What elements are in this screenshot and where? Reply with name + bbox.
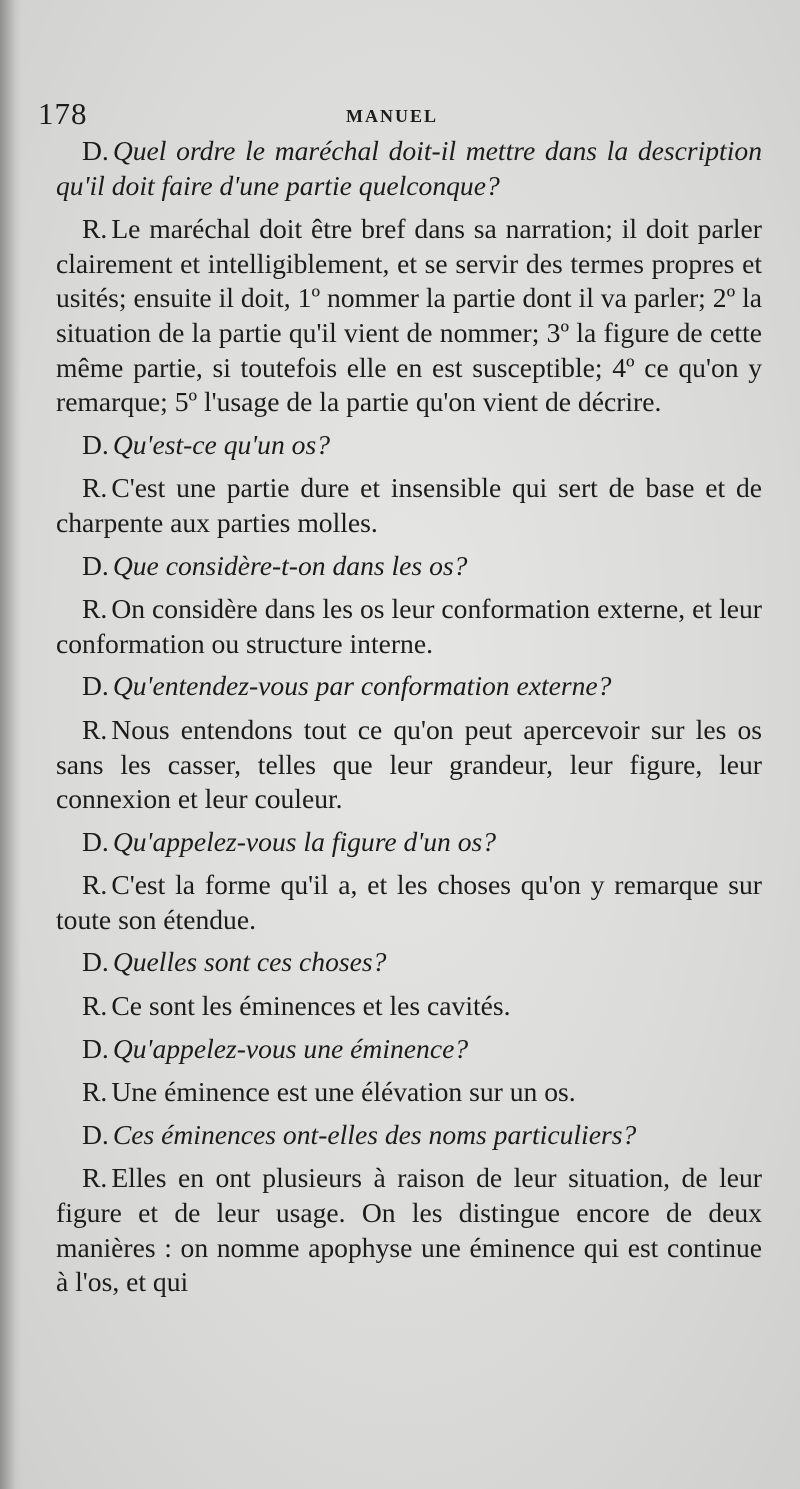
question-text: Qu'est-ce qu'un os? [112,428,331,460]
answer-paragraph [56,471,762,540]
question-marker: D. [82,825,109,857]
question-text: Qu'entendez-vous par conformation externe? [112,670,612,702]
page-number: 178 [38,96,88,131]
question-marker: D. [82,670,109,702]
question-paragraph [56,134,762,203]
answer-marker: R. [82,593,108,625]
question-marker: D. [82,135,109,166]
answer-text: Le maréchal doit être bref dans sa narration; il doit parler clairement et intelligiblement, et se servir des termes propres et usités; ensuite il doit, 1º nommer la partie dont il va parler; 2º la situation de la partie qu'il vient de nommer; 3º la figure de cette même partie, si toutefois elle en est susceptible; 4º ce qu'on y remarque; 5º l'usage de la partie qu'on vient de décrire. [56,213,762,418]
answer-paragraph [56,989,762,1024]
answer-marker: R. [82,869,108,901]
answer-text: C'est une partie dure et insensible qui sert de base et de charpente aux parties molles. [56,472,762,538]
question-text: Quelles sont ces choses? [112,946,387,978]
question-paragraph [56,1118,762,1153]
question-paragraph [56,428,762,463]
answer-text: On considère dans les os leur conformation externe, et leur conformation ou structure interne. [56,593,762,659]
answer-paragraph [56,868,762,937]
answer-marker: R. [82,990,108,1022]
answer-text: Une éminence est une élévation sur un os. [111,1076,576,1108]
question-text: Ces éminences ont-elles des noms particuliers? [112,1118,637,1150]
answer-paragraph [56,592,762,661]
question-paragraph [56,825,762,860]
answer-paragraph [56,1161,762,1299]
answer-marker: R. [82,472,108,504]
answer-text: Ce sont les éminences et les cavités. [111,990,511,1022]
question-paragraph [56,1032,762,1067]
question-paragraph [56,945,762,980]
question-text: Qu'appelez-vous la figure d'un os? [112,825,497,857]
answer-marker: R. [82,713,108,745]
binding-shadow [0,0,22,1489]
answer-text: C'est la forme qu'il a, et les choses qu'on y remarque sur toute son étendue. [56,869,762,935]
question-text: Quel ordre le maréchal doit-il mettre dans la description qu'il doit faire d'une partie quelconque? [56,135,762,201]
answer-paragraph [56,212,762,420]
question-text: Que considère-t-on dans les os? [112,549,468,581]
question-text: Qu'appelez-vous une éminence? [112,1032,469,1064]
running-head: MANUEL [346,106,438,126]
question-marker: D. [82,1118,109,1150]
answer-text: Elles en ont plusieurs à raison de leur situation, de leur figure et de leur usage. On les distingue encore de deux manières : on nomme apophyse une éminence qui est continue à l'os, et qui [56,1162,762,1298]
answer-paragraph [56,713,762,817]
question-marker: D. [82,549,109,581]
question-paragraph [56,669,762,704]
answer-paragraph [56,1075,762,1110]
answer-marker: R. [82,213,108,245]
page-header [38,88,762,134]
question-marker: D. [82,1032,109,1064]
question-paragraph [56,549,762,584]
page-body [56,134,762,1300]
answer-marker: R. [82,1162,108,1194]
question-marker: D. [82,428,109,460]
question-marker: D. [82,946,109,978]
answer-marker: R. [82,1076,108,1108]
answer-text: Nous entendons tout ce qu'on peut apercevoir sur les os sans les casser, telles que leur grandeur, leur figure, leur connexion et leur couleur. [56,713,762,815]
